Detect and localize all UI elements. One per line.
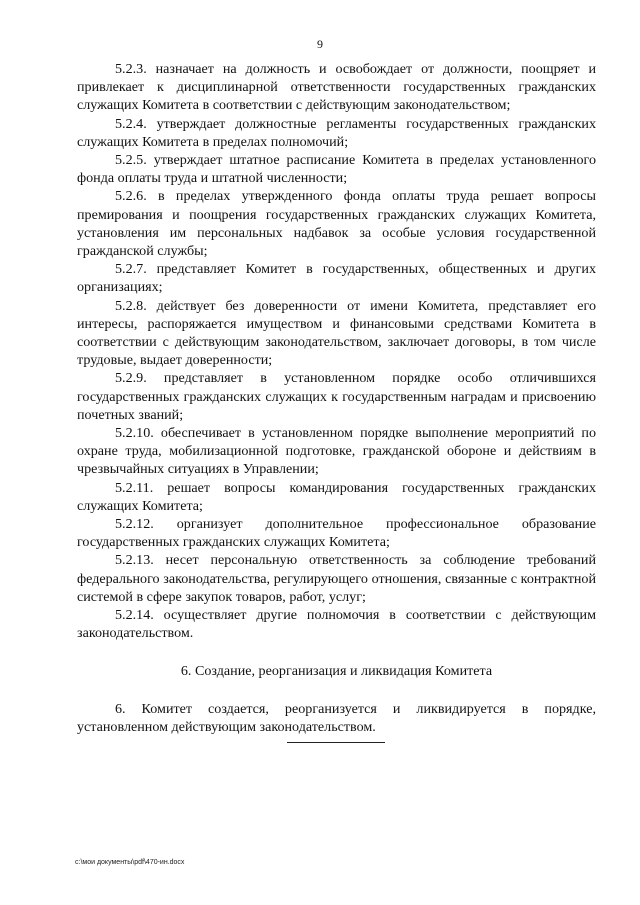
paragraph-5-2-3: 5.2.3. назначает на должность и освобождает от должности, поощряет и привлекает к дисциплинарной ответственности государственных гражданских служащих Комитета в соответствии с действующим законодательством; xyxy=(77,61,596,114)
end-separator-line xyxy=(287,742,385,743)
paragraph-5-2-4: 5.2.4. утверждает должностные регламенты государственных гражданских служащих Комитета в пределах полномочий; xyxy=(77,115,596,150)
paragraph-5-2-8: 5.2.8. действует без доверенности от имени Комитета, представляет его интересы, распоряжается имуществом и финансовыми средствами Комитета в соответствии с действующим законодательством, заключает договоры, в том числе трудовые, выдает доверенности; xyxy=(77,297,596,369)
paragraph-5-2-13: 5.2.13. несет персональную ответственность за соблюдение требований федерального законодательства, регулирующего отношения, связанные с контрактной системой в сфере закупок товаров, работ, услуг; xyxy=(77,552,596,605)
paragraph-5-2-10: 5.2.10. обеспечивает в установленном порядке выполнение мероприятий по охране труда, мобилизационной подготовке, гражданской обороне и действиям в чрезвычайных ситуациях в Управлении; xyxy=(77,425,596,478)
paragraph-5-2-11: 5.2.11. решает вопросы командирования государственных гражданских служащих Комитета; xyxy=(77,479,596,514)
document-body xyxy=(77,60,596,736)
paragraph-5-2-12: 5.2.12. организует дополнительное профессиональное образование государственных гражданских служащих Комитета; xyxy=(77,516,596,551)
paragraph-5-2-5: 5.2.5. утверждает штатное расписание Комитета в пределах установленного фонда оплаты труда и штатной численности; xyxy=(77,152,596,187)
section-heading: 6. Создание, реорганизация и ликвидация Комитета xyxy=(180,662,493,679)
paragraph-5-2-9: 5.2.9. представляет в установленном порядке особо отличившихся государственных гражданских служащих к государственным наградам и присвоению почетных званий; xyxy=(77,370,596,423)
page-number: 9 xyxy=(317,37,323,51)
paragraph-5-2-6: 5.2.6. в пределах утвержденного фонда оплаты труда решает вопросы премирования и поощрения государственных гражданских служащих Комитета, установления им персональных надбавок за особые условия государственной гражданской службы; xyxy=(77,188,596,260)
file-path-footer: c:\мои документы\pdf\470-ин.docx xyxy=(75,859,185,866)
paragraph-5-2-14: 5.2.14. осуществляет другие полномочия в соответствии с действующим законодательством. xyxy=(77,607,596,642)
paragraph-5-2-7: 5.2.7. представляет Комитет в государственных, общественных и других организациях; xyxy=(77,261,596,296)
paragraph-6: 6. Комитет создается, реорганизуется и ликвидируется в порядке, установленном действующим законодательством. xyxy=(77,700,596,735)
